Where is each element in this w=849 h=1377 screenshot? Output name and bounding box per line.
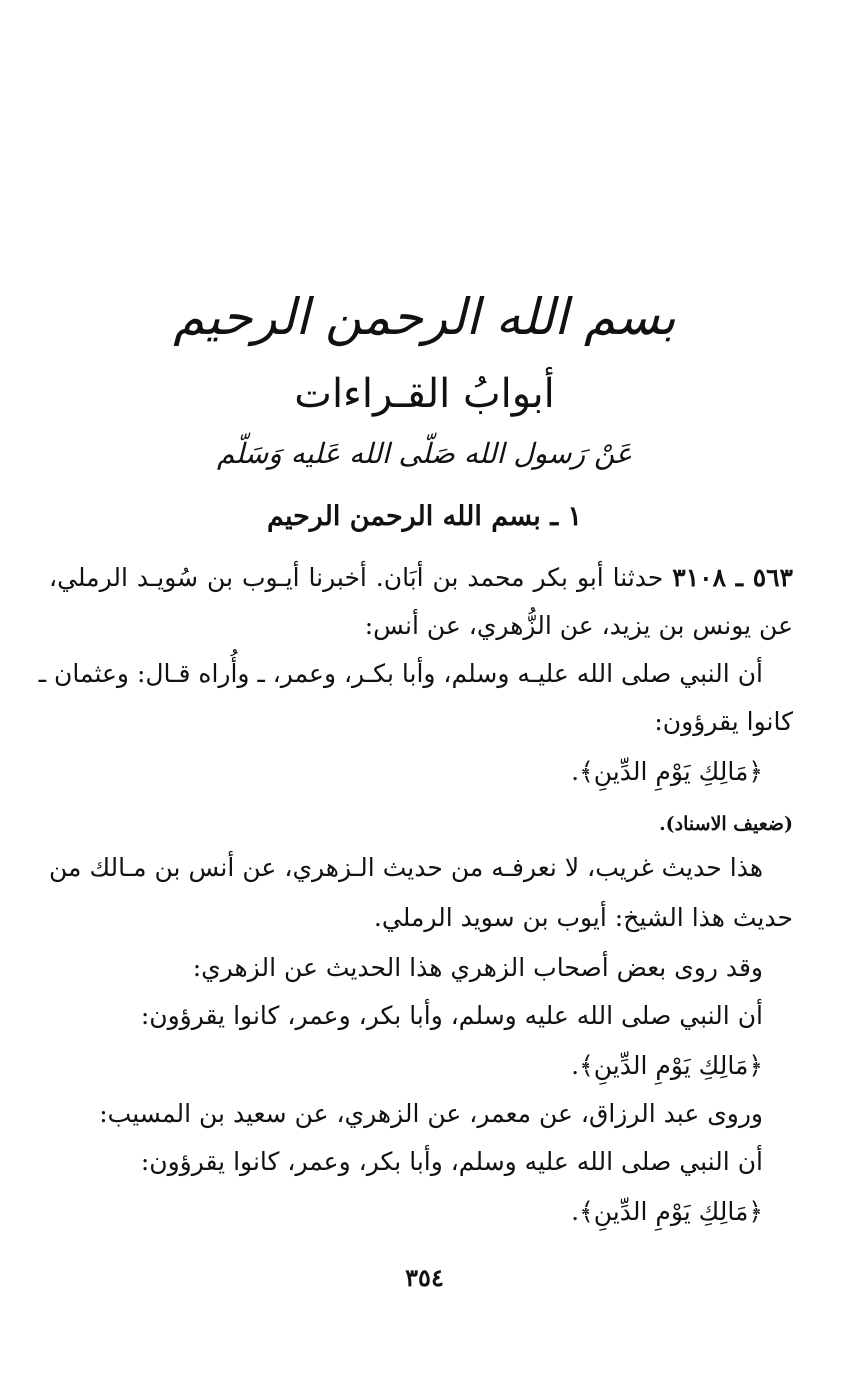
page-number: ٣٥٤ <box>405 1263 444 1292</box>
chapter-subtitle: عَنْ رَسول الله صَلّى الله عَليه وَسَلّم <box>216 437 633 470</box>
commentary-line-2: حديث هذا الشيخ: أيوب بن سويد الرملي. <box>373 903 793 932</box>
quran-quote-3: ﴿مَالِكِ يَوْمِ الدِّينِ﴾. <box>571 1197 763 1226</box>
hadith-text: حدثنا أبو بكر محمد بن أبَان. أخبرنا أيـوب بن سُويـد الرملي، <box>49 563 664 592</box>
quran-quote-2: ﴿مَالِكِ يَوْمِ الدِّينِ﴾. <box>571 1051 763 1080</box>
section-heading: ١ ـ بسم الله الرحمن الرحيم <box>266 501 583 532</box>
chapter-title: أبوابُ القـراءات <box>294 371 555 417</box>
commentary-line-1: هذا حديث غريب، لا نعرفـه من حديث الـزهري، عن أنس بن مـالك من <box>49 853 763 882</box>
quran-quote-1: ﴿مَالِكِ يَوْمِ الدِّينِ﴾. <box>571 757 763 786</box>
hadith-number: ٥٦٣ ـ ٣١٠٨ <box>672 563 793 592</box>
hadith-line-4: كانوا يقرؤون: <box>654 707 793 736</box>
hadith-line-3: أن النبي صلى الله عليـه وسلم، وأبا بكـر، وعمر، ـ وأُراه قـال: وعثمان ـ <box>38 659 763 688</box>
hadith-line-2: عن يونس بن يزيد، عن الزُّهري، عن أنس: <box>364 611 793 640</box>
grading-label: (ضعيف الاسناد). <box>659 813 793 835</box>
commentary-line-5: وروى عبد الرزاق، عن معمر، عن الزهري، عن سعيد بن المسيب: <box>99 1099 763 1128</box>
commentary-line-4: أن النبي صلى الله عليه وسلم، وأبا بكر، وعمر، كانوا يقرؤون: <box>140 1001 763 1030</box>
commentary-line-3: وقد روى بعض أصحاب الزهري هذا الحديث عن الزهري: <box>192 953 763 982</box>
commentary-line-6: أن النبي صلى الله عليه وسلم، وأبا بكر، وعمر، كانوا يقرؤون: <box>140 1147 763 1176</box>
basmala-calligraphy: بسم الله الرحمن الرحيم <box>173 288 676 346</box>
hadith-line-1 <box>49 558 793 598</box>
